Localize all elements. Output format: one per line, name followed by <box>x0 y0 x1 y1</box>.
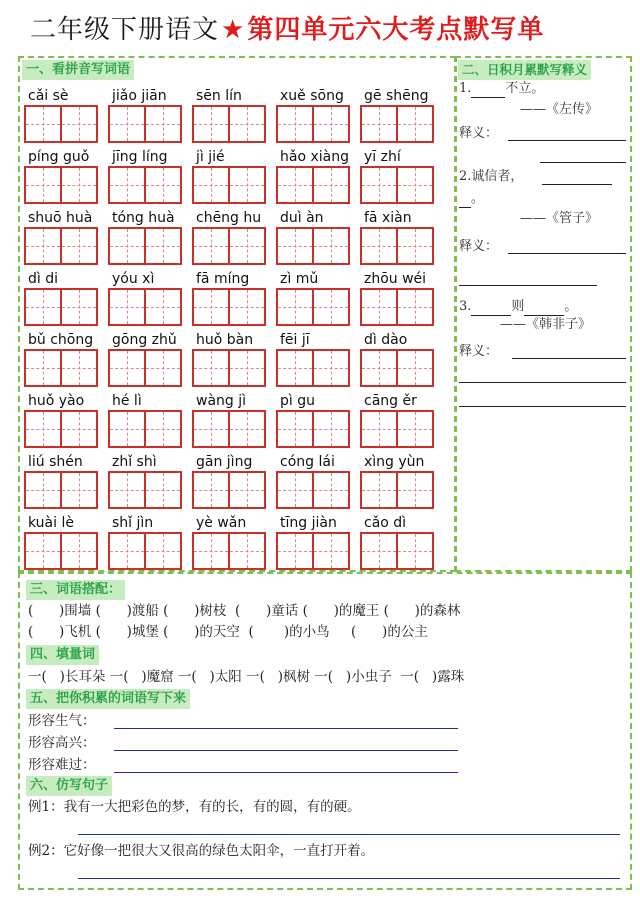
tianzige-grid <box>24 166 98 204</box>
pinyin-label: gōng zhǔ <box>112 332 177 348</box>
item2-end: 。 <box>471 191 485 206</box>
char-cell[interactable] <box>360 532 398 570</box>
item2-end-line <box>459 190 484 208</box>
char-cell[interactable] <box>192 227 230 265</box>
char-cell[interactable] <box>398 227 434 265</box>
pinyin-label: shǐ jìn <box>112 515 154 531</box>
pinyin-label: wàng jì <box>196 393 247 409</box>
char-cell[interactable] <box>108 532 146 570</box>
section2-heading: 二、日积月累默写释义 <box>458 60 591 80</box>
char-cell[interactable] <box>276 410 314 448</box>
tianzige-grid <box>108 532 182 570</box>
pinyin-label: bǔ chōng <box>28 332 94 348</box>
pinyin-label: huǒ bàn <box>196 332 254 348</box>
char-cell[interactable] <box>276 288 314 326</box>
tianzige-grid <box>108 166 182 204</box>
pinyin-label: cǎi sè <box>28 88 69 104</box>
item3-end: 。 <box>564 299 578 314</box>
char-cell[interactable] <box>314 349 350 387</box>
describe-sad-line[interactable] <box>114 772 458 773</box>
star-icon: ★ <box>221 15 246 45</box>
tianzige-grid <box>108 227 182 265</box>
char-cell[interactable] <box>62 288 98 326</box>
char-cell[interactable] <box>24 410 62 448</box>
item2-text: 2.诚信者， <box>459 169 524 184</box>
tianzige-grid <box>276 166 350 204</box>
tianzige-grid <box>360 532 434 570</box>
char-cell[interactable] <box>230 532 266 570</box>
tianzige-grid <box>108 349 182 387</box>
describe-sad-label: 形容难过： <box>28 757 96 773</box>
char-cell[interactable] <box>276 349 314 387</box>
char-cell[interactable] <box>24 471 62 509</box>
pinyin-label: cǎo dì <box>364 515 407 531</box>
pinyin-label: duì àn <box>280 210 324 226</box>
tianzige-grid <box>108 410 182 448</box>
tianzige-grid <box>192 471 266 509</box>
char-cell[interactable] <box>192 288 230 326</box>
pinyin-label: gē shēng <box>364 88 429 104</box>
pinyin-label: yóu xì <box>112 271 155 287</box>
tianzige-grid <box>276 349 350 387</box>
pinyin-label: fēi jī <box>280 332 310 348</box>
char-cell[interactable] <box>24 227 62 265</box>
pinyin-label: xuě sōng <box>280 88 344 104</box>
char-cell[interactable] <box>24 105 62 143</box>
char-cell[interactable] <box>146 288 182 326</box>
example-sentence-1: 例1：我有一大把彩色的梦，有的长，有的圆，有的硬。 <box>28 799 361 815</box>
pinyin-label: sēn lín <box>196 88 242 104</box>
tianzige-grid <box>24 288 98 326</box>
char-cell[interactable] <box>24 288 62 326</box>
pinyin-label: dì di <box>28 271 59 287</box>
char-cell[interactable] <box>192 105 230 143</box>
tianzige-grid <box>192 166 266 204</box>
section1-heading: 一、看拼音写词语 <box>22 60 134 80</box>
pinyin-label: hé lì <box>112 393 142 409</box>
char-cell[interactable] <box>398 166 434 204</box>
char-cell[interactable] <box>62 227 98 265</box>
char-cell[interactable] <box>108 227 146 265</box>
char-cell[interactable] <box>108 471 146 509</box>
char-cell[interactable] <box>24 166 62 204</box>
char-cell[interactable] <box>24 349 62 387</box>
tianzige-grid <box>108 471 182 509</box>
measure-word-line: 一( )长耳朵 一( )魔窟 一( )太阳 一( )枫树 一( )小虫子 一( )露珠 <box>28 669 465 685</box>
char-cell[interactable] <box>314 410 350 448</box>
collocation-line-2: ( )飞机 ( )城堡 ( )的天空 ( )的小鸟 ( )的公主 <box>28 624 428 640</box>
describe-happy-label: 形容高兴： <box>28 735 96 751</box>
pinyin-label: zì mǔ <box>280 271 319 287</box>
tianzige-grid <box>276 410 350 448</box>
item2-blank-2[interactable] <box>542 184 612 185</box>
pinyin-label: píng guǒ <box>28 149 90 165</box>
pinyin-label: tóng huà <box>112 210 175 226</box>
char-cell[interactable] <box>314 166 350 204</box>
tianzige-grid <box>276 227 350 265</box>
pinyin-label: liú shén <box>28 454 83 470</box>
char-cell[interactable] <box>314 105 350 143</box>
char-cell[interactable] <box>398 288 434 326</box>
section3-heading: 三、词语搭配： <box>26 580 125 600</box>
item3-mid: 则 <box>511 299 525 314</box>
tianzige-grid <box>360 349 434 387</box>
tianzige-grid <box>360 410 434 448</box>
tianzige-grid <box>192 227 266 265</box>
pinyin-label: zhǐ shì <box>112 454 157 470</box>
pinyin-label: hǎo xiàng <box>280 149 349 165</box>
pinyin-label: fā xiàn <box>364 210 412 226</box>
char-cell[interactable] <box>108 410 146 448</box>
item2-blank-1[interactable] <box>540 162 626 163</box>
tianzige-grid <box>360 227 434 265</box>
tianzige-grid <box>360 288 434 326</box>
char-cell[interactable] <box>360 105 398 143</box>
tianzige-grid <box>276 288 350 326</box>
tianzige-grid <box>24 532 98 570</box>
char-cell[interactable] <box>360 349 398 387</box>
tianzige-grid <box>360 471 434 509</box>
char-cell[interactable] <box>62 471 98 509</box>
char-cell[interactable] <box>276 227 314 265</box>
describe-angry-line[interactable] <box>114 728 458 729</box>
char-cell[interactable] <box>24 532 62 570</box>
example-sentence-2: 例2：它好像一把很大又很高的绿色太阳伞，一直打开着。 <box>28 843 375 859</box>
tianzige-grid <box>192 410 266 448</box>
pinyin-label: pì gu <box>280 393 315 409</box>
item3-source: ——《韩非子》 <box>500 317 592 332</box>
char-cell[interactable] <box>398 471 434 509</box>
shiyi-label-c: 释义： <box>459 344 499 359</box>
item2-blank-3[interactable] <box>459 193 471 208</box>
tianzige-grid <box>192 105 266 143</box>
char-cell[interactable] <box>230 471 266 509</box>
char-cell[interactable] <box>398 410 434 448</box>
char-cell[interactable] <box>276 105 314 143</box>
char-cell[interactable] <box>146 349 182 387</box>
shiyi-line-c[interactable] <box>512 358 626 359</box>
char-cell[interactable] <box>146 166 182 204</box>
shiyi-label-b: 释义： <box>459 239 499 254</box>
pinyin-label: jīng líng <box>112 149 168 165</box>
tianzige-grid <box>276 471 350 509</box>
tianzige-grid <box>24 349 98 387</box>
char-cell[interactable] <box>276 166 314 204</box>
char-cell[interactable] <box>230 105 266 143</box>
recite-item1 <box>459 80 544 98</box>
pinyin-label: yī zhí <box>364 149 401 165</box>
pinyin-label: xìng yùn <box>364 454 425 470</box>
shiyi-line-a[interactable] <box>508 140 626 141</box>
char-cell[interactable] <box>108 105 146 143</box>
tianzige-grid <box>192 288 266 326</box>
char-cell[interactable] <box>146 471 182 509</box>
char-cell[interactable] <box>230 288 266 326</box>
char-cell[interactable] <box>398 349 434 387</box>
describe-angry-label: 形容生气： <box>28 713 96 729</box>
pinyin-label: jiǎo jiān <box>112 88 167 104</box>
collocation-line-1: ( )围墙 ( )渡船 ( )树枝 ( )童话 ( )的魔王 ( )的森林 <box>28 603 461 619</box>
tianzige-grid <box>24 410 98 448</box>
tianzige-grid <box>360 166 434 204</box>
shiyi-line-c2[interactable] <box>459 382 626 383</box>
pinyin-label: dì dào <box>364 332 408 348</box>
pinyin-label: cāng ěr <box>364 393 417 409</box>
char-cell[interactable] <box>146 105 182 143</box>
char-cell[interactable] <box>314 227 350 265</box>
tianzige-grid <box>24 227 98 265</box>
char-cell[interactable] <box>62 410 98 448</box>
item2-source: ——《管子》 <box>520 211 599 226</box>
tianzige-grid <box>276 105 350 143</box>
char-cell[interactable] <box>192 410 230 448</box>
pinyin-label: gān jìng <box>196 454 253 470</box>
char-cell[interactable] <box>108 166 146 204</box>
char-cell[interactable] <box>192 349 230 387</box>
pinyin-label: tīng jiàn <box>280 515 337 531</box>
tianzige-grid <box>24 471 98 509</box>
tianzige-grid <box>192 532 266 570</box>
shiyi-line-c3[interactable] <box>459 406 626 407</box>
tianzige-grid <box>24 105 98 143</box>
item3-blank-1[interactable] <box>471 301 511 316</box>
item3-blank-2[interactable] <box>524 301 564 316</box>
char-cell[interactable] <box>146 532 182 570</box>
char-cell[interactable] <box>276 532 314 570</box>
char-cell[interactable] <box>62 349 98 387</box>
char-cell[interactable] <box>230 349 266 387</box>
char-cell[interactable] <box>360 227 398 265</box>
title-unit: 第四单元六大考点默写单 <box>247 15 545 45</box>
imitation-line-1[interactable] <box>78 834 620 835</box>
char-cell[interactable] <box>192 471 230 509</box>
char-cell[interactable] <box>62 105 98 143</box>
pinyin-label: kuài lè <box>28 515 74 531</box>
item1-blank[interactable] <box>471 83 505 98</box>
pinyin-label: shuō huà <box>28 210 93 226</box>
char-cell[interactable] <box>62 532 98 570</box>
tianzige-grid <box>276 532 350 570</box>
tianzige-grid <box>108 105 182 143</box>
section5-heading: 五、把你积累的词语写下来 <box>26 689 190 709</box>
char-cell[interactable] <box>192 166 230 204</box>
tianzige-grid <box>192 349 266 387</box>
char-cell[interactable] <box>360 166 398 204</box>
item1-prefix: 1. <box>459 81 472 96</box>
item1-source: ——《左传》 <box>520 102 599 117</box>
pinyin-label: zhōu wéi <box>364 271 427 287</box>
shiyi-label-a: 释义： <box>459 126 499 141</box>
title-grade: 二年级下册语文 <box>30 15 220 45</box>
char-cell[interactable] <box>230 227 266 265</box>
char-cell[interactable] <box>398 105 434 143</box>
imitation-line-2[interactable] <box>78 878 620 879</box>
recite-item3 <box>459 298 577 316</box>
pinyin-label: fā míng <box>196 271 250 287</box>
char-cell[interactable] <box>192 532 230 570</box>
char-cell[interactable] <box>230 166 266 204</box>
char-cell[interactable] <box>360 288 398 326</box>
char-cell[interactable] <box>360 410 398 448</box>
char-cell[interactable] <box>314 288 350 326</box>
char-cell[interactable] <box>230 410 266 448</box>
item1-text: 不立。 <box>505 81 545 96</box>
tianzige-grid <box>108 288 182 326</box>
item3-prefix: 3. <box>459 299 472 314</box>
char-cell[interactable] <box>398 532 434 570</box>
char-cell[interactable] <box>62 166 98 204</box>
page-title <box>30 10 630 50</box>
section4-heading: 四、填量词 <box>26 645 99 665</box>
shiyi-line-b2[interactable] <box>459 285 597 286</box>
describe-happy-line[interactable] <box>114 750 458 751</box>
char-cell[interactable] <box>314 532 350 570</box>
char-cell[interactable] <box>146 410 182 448</box>
pinyin-label: chēng hu <box>196 210 262 226</box>
pinyin-label: yè wǎn <box>196 515 247 531</box>
char-cell[interactable] <box>360 471 398 509</box>
char-cell[interactable] <box>146 227 182 265</box>
pinyin-label: jì jié <box>196 149 225 165</box>
tianzige-grid <box>360 105 434 143</box>
char-cell[interactable] <box>276 471 314 509</box>
shiyi-line-b[interactable] <box>508 253 626 254</box>
pinyin-label: cóng lái <box>280 454 335 470</box>
pinyin-label: huǒ yào <box>28 393 85 409</box>
section6-heading: 六、仿写句子 <box>26 776 112 796</box>
char-cell[interactable] <box>314 471 350 509</box>
char-cell[interactable] <box>108 288 146 326</box>
char-cell[interactable] <box>108 349 146 387</box>
